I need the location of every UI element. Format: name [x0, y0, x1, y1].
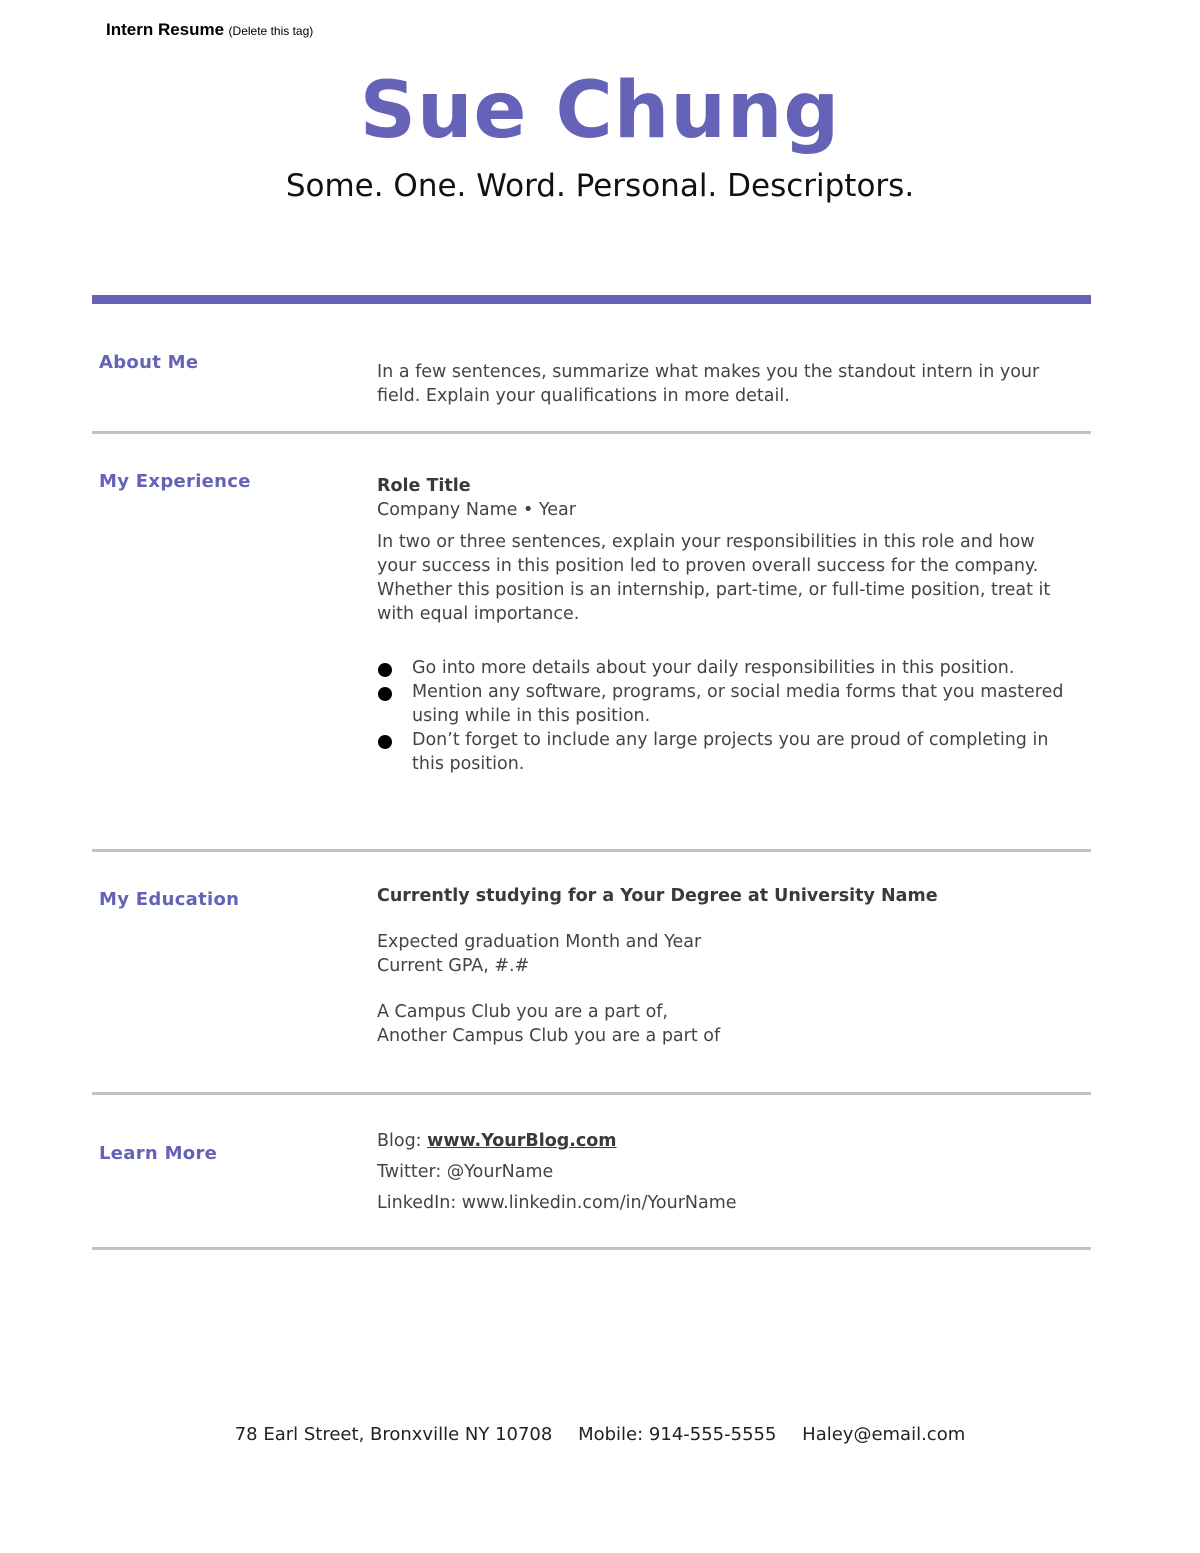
list-item-text: Go into more details about your daily responsibilities in this position.	[412, 658, 1015, 678]
learn-more-heading: Learn More	[99, 1143, 218, 1164]
experience-heading: My Experience	[99, 471, 251, 492]
responsibility-list	[377, 656, 1077, 776]
section-divider	[92, 1092, 1091, 1095]
about-heading: About Me	[99, 352, 199, 373]
twitter-handle: Twitter: @YourName	[377, 1162, 554, 1182]
degree: Currently studying for a Your Degree at University Name	[377, 886, 938, 906]
learn-more-block	[377, 1126, 1077, 1219]
bullet-icon	[378, 687, 392, 701]
bullet-icon	[378, 663, 392, 677]
contact-footer	[0, 1424, 1200, 1445]
list-item	[377, 656, 1077, 680]
blog-link[interactable]: www.YourBlog.com	[427, 1131, 617, 1151]
linkedin-url: LinkedIn: www.linkedin.com/in/YourName	[377, 1193, 737, 1213]
about-summary: In a few sentences, summarize what makes you the standout intern in your field. Explain your qualifications in more detail.	[377, 362, 1040, 406]
section-divider	[92, 849, 1091, 852]
tag-note: (Delete this tag)	[228, 24, 314, 38]
campus-club: Another Campus Club you are a part of	[377, 1026, 721, 1046]
section-divider	[92, 431, 1091, 434]
list-item	[377, 680, 1077, 728]
document-tag	[106, 20, 313, 40]
list-item-text: Don’t forget to include any large projects you are proud of completing in this position.	[412, 730, 1049, 774]
list-item	[377, 728, 1077, 776]
experience-block	[377, 474, 1077, 776]
education-heading: My Education	[99, 889, 240, 910]
blog-label: Blog:	[377, 1131, 422, 1151]
blog-line	[377, 1126, 1077, 1157]
gpa: Current GPA, #.#	[377, 956, 530, 976]
mobile-number: Mobile: 914-555-5555	[578, 1424, 777, 1445]
experience-summary: In two or three sentences, explain your responsibilities in this role and how your success in this position led to proven overall success for the company. Whether this position is an internship, part-time, or full-time position, treat it with equal importance.	[377, 532, 1051, 624]
role-title: Role Title	[377, 476, 471, 496]
about-text	[377, 360, 1077, 408]
address: 78 Earl Street, Bronxville NY 10708	[234, 1424, 553, 1445]
header-divider	[92, 295, 1091, 304]
graduation-date: Expected graduation Month and Year	[377, 932, 702, 952]
personal-descriptors: Some. One. Word. Personal. Descriptors.	[285, 168, 915, 204]
email-address: Haley@email.com	[802, 1424, 966, 1445]
bullet-icon	[378, 735, 392, 749]
section-divider	[92, 1247, 1091, 1250]
candidate-name: Sue Chung	[359, 66, 841, 156]
company-year: Company Name • Year	[377, 500, 576, 520]
education-block	[377, 884, 1077, 1048]
campus-club: A Campus Club you are a part of,	[377, 1002, 668, 1022]
tag-title: Intern Resume	[106, 20, 225, 39]
list-item-text: Mention any software, programs, or social media forms that you mastered using while in this position.	[412, 682, 1064, 726]
